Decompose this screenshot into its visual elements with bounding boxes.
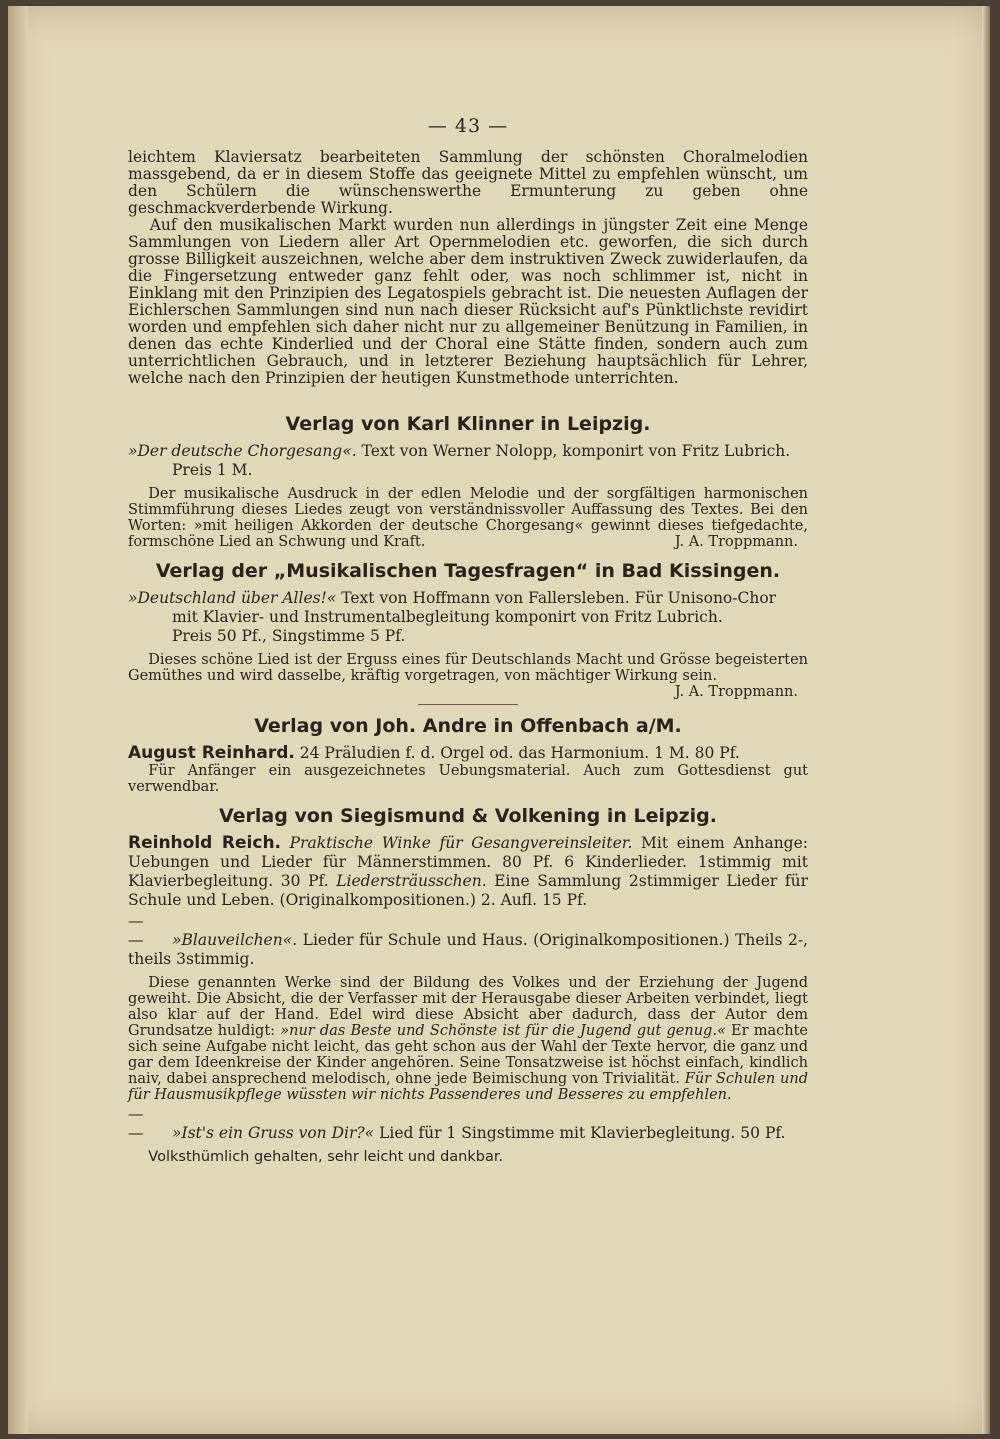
- entry-blauveilchen: [128, 912, 808, 969]
- entry-text: Text von Hoffmann von Fallersleben. Für Unisono-Chor: [336, 589, 777, 607]
- entry-title: »Ist's ein Gruss von Dir?«: [172, 1124, 375, 1142]
- review-closing: Für Schulen und für Hausmusikpflege wüssten wir nichts Passenderes und Besseres zu empfehlen.: [128, 1071, 809, 1103]
- book-page: [8, 6, 990, 1434]
- section-heading-tagesfragen: Verlag der „Musikalischen Tagesfragen“ in Bad Kissingen.: [155, 560, 781, 582]
- author-name: Reinhold Reich.: [128, 833, 282, 853]
- page-number: — 43 —: [427, 115, 509, 137]
- section-divider: [418, 704, 518, 705]
- review-deutschland: [128, 652, 808, 700]
- section-heading-volkening: Verlag von Siegismund & Volkening in Leipzig.: [219, 805, 717, 827]
- entry-title-2: Liedersträusschen.: [336, 872, 487, 890]
- entry-price: Preis 1 M.: [172, 461, 253, 479]
- intro-paragraph-1: leichtem Klaviersatz bearbeiteten Sammlung der schönsten Choralmelodien massgebend, da er in diesem Stoffe das geeignete Mittel zu empfehlen wünscht, um den Schülern die wünschenswerthe Ermunterung zu geben ohne geschmackverderbende Wirkung.: [128, 148, 808, 217]
- entry-text-2: mit Klavier- und Instrumentalbegleitung komponirt von Fritz Lubrich.: [172, 608, 723, 626]
- entry-gruss: [128, 1105, 808, 1143]
- section-heading-klinner: Verlag von Karl Klinner in Leipzig.: [285, 413, 651, 435]
- author-name: August Reinhard.: [128, 743, 295, 763]
- entry-text: 24 Präludien f. d. Orgel od. das Harmonium. 1 M. 80 Pf.: [294, 744, 740, 762]
- entry-reinhard: [128, 744, 808, 763]
- review-chorgesang: [128, 486, 808, 550]
- entry-reich-winke: [128, 834, 808, 910]
- page-edge: [982, 6, 990, 1434]
- entry-price: Preis 50 Pf., Singstimme 5 Pf.: [172, 627, 406, 645]
- review-text: Dieses schöne Lied ist der Erguss eines für Deutschlands Macht und Grösse begeisterten Gemüthes und wird dasselbe, kräftig vorgetragen, von mächtiger Wirkung sein.: [128, 652, 808, 684]
- entry-title: »Deutschland über Alles!«: [128, 589, 337, 607]
- review-gruss: Volksthümlich gehalten, sehr leicht und dankbar.: [148, 1149, 504, 1165]
- review-quote: »nur das Beste und Schönste ist für die Jugend gut genug.«: [280, 1023, 726, 1039]
- ditto-dash: — —: [128, 1105, 150, 1142]
- review-text: Der musikalische Ausdruck in der edlen Melodie und der sorgfältigen harmonischen Stimmführung dieses Liedes zeugt von verständnissvoller Auffassung des Textes. Bei den Worten: »mit heiligen Akkorden der deutsche Chorgesang« gewinnt dieses tiefgedachte, formschöne Lied an Schwung und Kraft.: [128, 486, 808, 550]
- entry-text: Lieder für Schule und Haus. (Originalkompositionen.) Theils 2-, theils 3stimmig.: [128, 931, 808, 968]
- review-reinhard: Für Anfänger ein ausgezeichnetes Uebungsmaterial. Auch zum Gottesdienst gut verwendbar.: [128, 763, 808, 795]
- review-signature: J. A. Troppmann.: [674, 534, 798, 550]
- text-column: [128, 115, 809, 1166]
- entry-title: »Der deutsche Chorgesang«.: [128, 442, 357, 460]
- entry-text-2: Eine Sammlung 2stimmiger Lieder für Schule und Leben. (Originalkompositionen.) 2. Aufl. 15 Pf.: [128, 872, 808, 909]
- entry-chorgesang: [128, 442, 808, 480]
- entry-title: »Blauveilchen«.: [172, 931, 298, 949]
- entry-text: Text von Werner Nolopp, komponirt von Fritz Lubrich.: [356, 442, 791, 460]
- section-heading-andre: Verlag von Joh. Andre in Offenbach a/M.: [254, 715, 682, 737]
- entry-text: Lied für 1 Singstimme mit Klavierbegleitung. 50 Pf.: [374, 1124, 786, 1142]
- entry-text: Mit einem Anhange: Uebungen und Lieder für Männerstimmen. 80 Pf. 6 Kinderlieder. 1stimmig mit Klavierbegleitung. 30 Pf.: [128, 834, 808, 890]
- review-text-2: Er machte sich seine Aufgabe nicht leicht, das geht schon aus der Wahl der Texte hervor, die ganz und gar dem Ideenkreise der Kinder angehören. Seine Tonsatzweise ist höchst einfach, kindlich naiv, dabei ansprechend melodisch, ohne jede Beimischung von Trivialität.: [128, 1023, 808, 1087]
- ditto-dash: — —: [128, 912, 150, 949]
- entry-title: Praktische Winke für Gesangvereinsleiter.: [281, 834, 633, 852]
- entry-deutschland: [128, 589, 808, 646]
- review-text: Diese genannten Werke sind der Bildung des Volkes und der Erziehung der Jugend geweiht. Die Absicht, die der Verfasser mit der Herausgabe dieser Arbeiten verbindet, liegt also klar auf der Hand. Edel wird diese Absicht aber dadurch, dass der Autor dem Grundsatze huldigt:: [128, 975, 808, 1039]
- page-gutter: [8, 6, 28, 1434]
- review-reich: [128, 975, 808, 1103]
- intro-paragraph-2: Auf den musikalischen Markt wurden nun allerdings in jüngster Zeit eine Menge Sammlungen von Liedern aller Art Opernmelodien etc. geworfen, die sich durch grosse Billigkeit auszeichnen, welche aber dem instruktiven Zweck zuwiderlaufen, da die Fingersetzung entweder ganz fehlt oder, was noch schlimmer ist, nicht in Einklang mit den Prinzipien des Legatospiels gebracht ist. Die neuesten Auflagen der Eichlerschen Sammlungen sind nun nach dieser Rücksicht auf's Pünktlichste revidirt worden und empfehlen sich daher nicht nur zu allgemeiner Benützung in Familien, in denen das echte Kinderlied und der Choral eine Stätte finden, sondern auch zum unterrichtlichen Gebrauch, und in letzterer Beziehung hauptsächlich für Lehrer, welche nach den Prinzipien der heutigen Kunstmethode unterrichten.: [128, 216, 808, 387]
- review-signature: J. A. Troppmann.: [674, 684, 798, 700]
